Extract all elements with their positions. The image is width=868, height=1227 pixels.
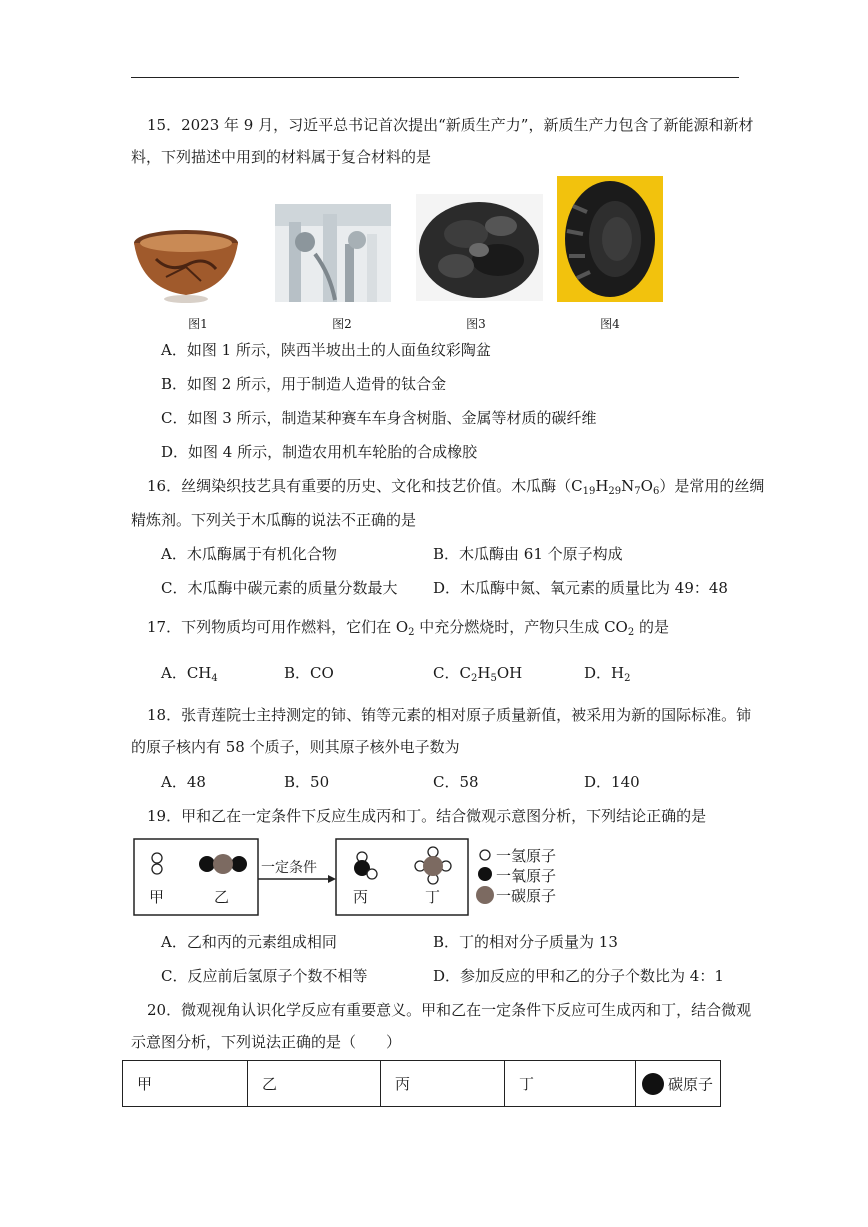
q16-stem-line1: 16．丝绸染织技艺具有重要的历史、文化和技艺价值。木瓜酶$(C_{19}H_{29}N_7O_6)$是常用的丝绸 xyxy=(147,477,765,497)
q15-option-c[interactable]: C．如图 3 所示，制造某种赛车车身含树脂、金属等材质的碳纤维 xyxy=(161,409,597,427)
figure-4-tire-image xyxy=(557,176,663,302)
figure-3-carbon-fiber-image xyxy=(416,194,543,301)
q15-option-d[interactable]: D．如图 4 所示，制造农用机车轮胎的合成橡胶 xyxy=(161,443,478,461)
header-rule xyxy=(131,77,739,78)
q18-option-d[interactable]: D．140 xyxy=(584,773,640,791)
q18-stem-line1: 18．张青莲院士主持测定的铈、铕等元素的相对原子质量新值，被采用为新的国际标准。铈 xyxy=(147,706,752,724)
q15-option-b[interactable]: B．如图 2 所示，用于制造人造骨的钛合金 xyxy=(161,375,447,393)
figure-3-caption: 图3 xyxy=(466,317,486,331)
table-legend-cell xyxy=(636,1061,721,1107)
q20-stem-line2: 示意图分析，下列说法正确的是（ ） xyxy=(131,1033,402,1051)
legend-hydrogen-label: 一氢原子 xyxy=(496,847,557,865)
q20-stem-line1: 20．微观视角认识化学反应有重要意义。甲和乙在一定条件下反应可生成丙和丁，结合微观 xyxy=(147,1001,752,1019)
q16-stem-line2: 精炼剂。下列关于木瓜酶的说法不正确的是 xyxy=(131,511,417,529)
q18-option-c[interactable]: C．58 xyxy=(433,773,479,791)
label-yi: 乙 xyxy=(214,888,230,906)
q18-option-b[interactable]: B．50 xyxy=(284,773,330,791)
q19-reaction-diagram xyxy=(133,838,573,918)
q20-molecule-table xyxy=(122,1060,721,1107)
figure-1-pottery-bowl-image xyxy=(131,219,241,305)
reaction-condition-label: 一定条件 xyxy=(261,860,317,876)
table-header-bing: 丙 xyxy=(381,1061,505,1107)
q19-option-a[interactable]: A．乙和丙的元素组成相同 xyxy=(161,933,337,951)
ding-hydrogen-atom-1 xyxy=(428,847,438,857)
table-header-jia: 甲 xyxy=(123,1061,248,1107)
jia-hydrogen-atom-1 xyxy=(152,853,162,863)
table-header-yi: 乙 xyxy=(248,1061,381,1107)
q15-stem-line2: 料，下列描述中用到的材料属于复合材料的是 xyxy=(131,148,432,166)
q17-stem: 17．下列物质均可用作燃料，它们在 $O_2$ 中充分燃烧时，产物只生成 $CO_2$ 的是 xyxy=(147,618,669,638)
figure-4-caption: 图4 xyxy=(600,317,620,331)
q18-option-a[interactable]: A．48 xyxy=(161,773,206,791)
legend-oxygen-icon xyxy=(478,867,492,881)
figure-2-artificial-bone-image xyxy=(275,204,391,302)
yi-oxygen-atom-1 xyxy=(199,856,215,872)
q19-option-c[interactable]: C．反应前后氢原子个数不相等 xyxy=(161,967,368,985)
q17-option-b[interactable]: B．CO xyxy=(284,664,334,682)
q16-option-a[interactable]: A．木瓜酶属于有机化合物 xyxy=(161,545,337,563)
q17-option-d[interactable]: D．$H_2$ xyxy=(584,664,631,684)
carbon-atom-icon xyxy=(642,1073,664,1095)
q17-option-a[interactable]: A．$CH_4$ xyxy=(161,664,218,684)
figure-2-caption: 图2 xyxy=(332,317,352,331)
figure-1-caption: 图1 xyxy=(188,317,208,331)
bing-hydrogen-atom-2 xyxy=(367,869,377,879)
q15-stem-line1: 15．2023 年 9 月，习近平总书记首次提出“新质生产力”，新质生产力包含了新能源和新材 xyxy=(147,116,754,134)
q19-option-b[interactable]: B．丁的相对分子质量为 13 xyxy=(433,933,618,951)
q17-option-c[interactable]: C．$C_2H_5OH$ xyxy=(433,664,523,684)
label-ding: 丁 xyxy=(425,888,441,906)
q16-option-c[interactable]: C．木瓜酶中碳元素的质量分数最大 xyxy=(161,579,398,597)
ding-carbon-atom xyxy=(423,856,443,876)
yi-oxygen-atom-2 xyxy=(231,856,247,872)
q18-stem-line2: 的原子核内有 58 个质子，则其原子核外电子数为 xyxy=(131,738,460,756)
q16-option-b[interactable]: B．木瓜酶由 61 个原子构成 xyxy=(433,545,623,563)
table-header-ding: 丁 xyxy=(505,1061,636,1107)
label-bing: 丙 xyxy=(353,888,369,906)
legend-carbon-label: 一碳原子 xyxy=(496,887,557,905)
q19-stem: 19．甲和乙在一定条件下反应生成丙和丁。结合微观示意图分析，下列结论正确的是 xyxy=(147,807,707,825)
legend-carbon-icon xyxy=(476,886,494,904)
carbon-atom-label: 碳原子 xyxy=(668,1075,714,1093)
label-jia: 甲 xyxy=(149,888,165,906)
q16-option-d[interactable]: D．木瓜酶中氮、氧元素的质量比为 49：48 xyxy=(433,579,728,597)
q15-option-a[interactable]: A．如图 1 所示，陕西半坡出土的人面鱼纹彩陶盆 xyxy=(161,341,491,359)
yi-carbon-atom xyxy=(213,854,233,874)
legend-hydrogen-icon xyxy=(480,850,490,860)
jia-hydrogen-atom-2 xyxy=(152,864,162,874)
legend-oxygen-label: 一氧原子 xyxy=(496,867,557,885)
q19-option-d[interactable]: D．参加反应的甲和乙的分子个数比为 4：1 xyxy=(433,967,724,985)
